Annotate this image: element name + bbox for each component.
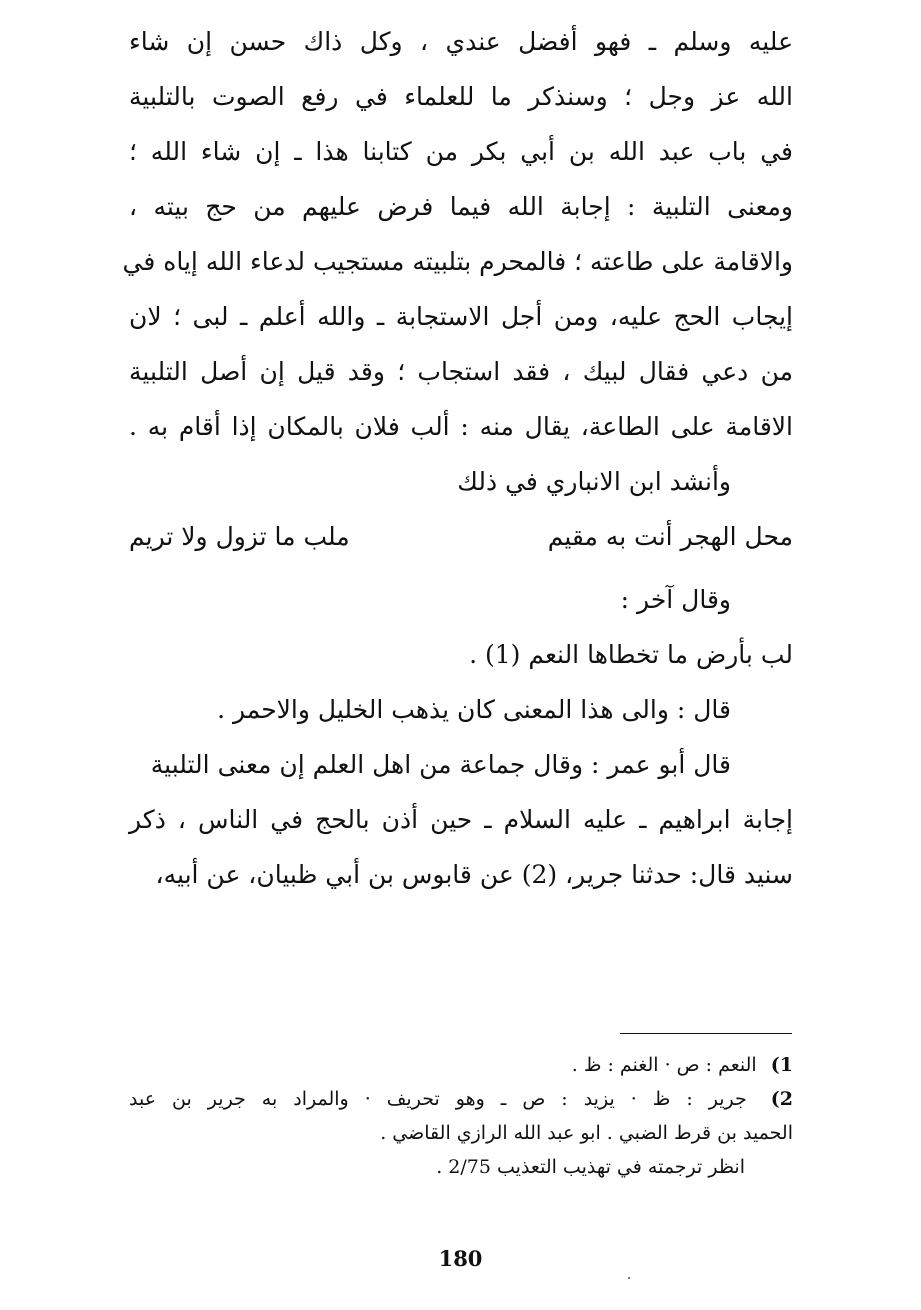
footnote-text: جرير : ظ · يزيد : ص ـ وهو تحريف · والمراد به جرير بن عبد bbox=[129, 1088, 747, 1110]
verse-first-hemistich: محل الهجر أنت به مقيم bbox=[547, 522, 793, 551]
verse-second-hemistich: ملب ما تزول ولا تريم bbox=[129, 522, 350, 551]
print-speck bbox=[628, 1277, 630, 1279]
text-line: ومعنى التلبية : إجابة الله فيما فرض عليهم من حج بيته ، bbox=[129, 192, 793, 221]
text-line: قال أبو عمر : وقال جماعة من اهل العلم إن معنى التلبية bbox=[150, 750, 731, 779]
footnotes bbox=[129, 1048, 793, 1184]
half-verse-line: لب بأرض ما تخطاها النعم (1) . bbox=[469, 640, 793, 669]
another-said-line: وقال آخر : bbox=[620, 585, 731, 614]
footnote-text: النعم : ص · الغنم : ظ . bbox=[571, 1054, 757, 1076]
footnote-1 bbox=[129, 1048, 793, 1082]
footnote-2-reference: انظر ترجمته في تهذيب التعذيب 2/75 . bbox=[436, 1156, 745, 1178]
poetry-verse bbox=[129, 509, 793, 564]
main-text bbox=[122, 14, 793, 902]
footnote-number: 2) bbox=[770, 1088, 794, 1110]
text-line: والاقامة على طاعته ؛ فالمحرم بتلبيته مستجيب لدعاء الله إياه في bbox=[122, 247, 793, 276]
text-line: سنيد قال: حدثنا جرير، (2) عن قابوس بن أبي ظبيان، عن أبيه، bbox=[155, 860, 793, 889]
text-line: إيجاب الحج عليه، ومن أجل الاستجابة ـ والله أعلم ـ لبى ؛ لان bbox=[129, 302, 793, 331]
text-line: إجابة ابراهيم ـ عليه السلام ـ حين أذن بالحج في الناس ، ذكر bbox=[129, 805, 793, 834]
text-line: قال : والى هذا المعنى كان يذهب الخليل والاحمر . bbox=[217, 695, 731, 724]
verse-intro: وأنشد ابن الانباري في ذلك bbox=[457, 467, 731, 496]
footnote-2-continued: الحميد بن قرط الضبي . ابو عبد الله الرازي القاضي . bbox=[380, 1122, 793, 1144]
footnote-divider bbox=[620, 1033, 792, 1034]
footnote-2 bbox=[129, 1082, 793, 1116]
page-number: 180 bbox=[438, 1246, 483, 1271]
footnote-number: 1) bbox=[770, 1054, 793, 1076]
text-line: الاقامة على الطاعة، يقال منه : ألب فلان بالمكان إذا أقام به . bbox=[129, 412, 793, 441]
text-line: عليه وسلم ـ فهو أفضل عندي ، وكل ذاك حسن إن شاء bbox=[129, 27, 793, 56]
spacer bbox=[129, 564, 793, 572]
text-line: الله عز وجل ؛ وسنذكر ما للعلماء في رفع الصوت بالتلبية bbox=[129, 82, 793, 111]
text-line: في باب عبد الله بن أبي بكر من كتابنا هذا ـ إن شاء الله ؛ bbox=[129, 137, 793, 166]
text-line: من دعي فقال لبيك ، فقد استجاب ؛ وقد قيل إن أصل التلبية bbox=[129, 357, 793, 386]
